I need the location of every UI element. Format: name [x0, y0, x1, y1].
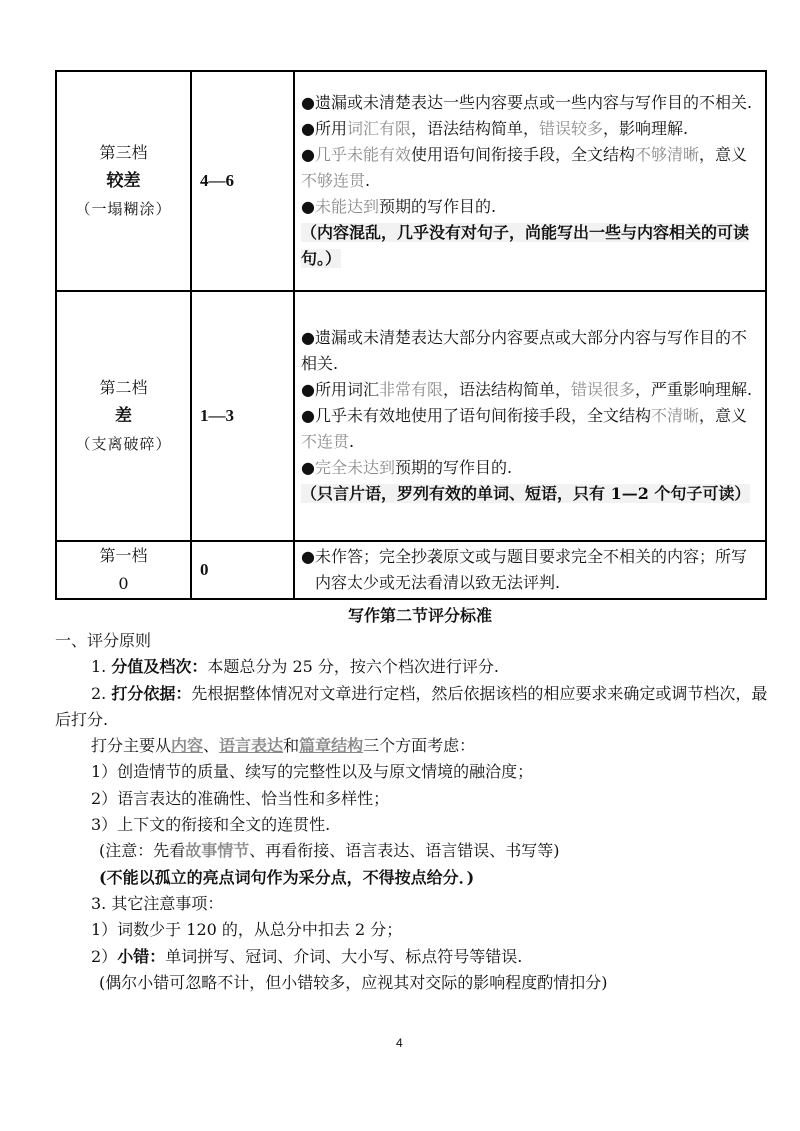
criteria-cell: [294, 541, 766, 599]
aspects-line: [55, 733, 770, 759]
note-minor-errors: [55, 944, 770, 970]
separator: 、: [203, 736, 220, 756]
summary-note: （只言片语，罗列有效的单词、短语，只有 1—2 个句子可读）: [301, 484, 751, 503]
item-text: 本题总分为 25 分，按六个档次进行评分.: [207, 657, 499, 677]
other-notes-heading: 3. 其它注意事项：: [91, 893, 224, 913]
criteria-text: .: [349, 432, 355, 451]
grade-level: 较差: [106, 171, 141, 191]
highlighted-phrase: 错误很多: [571, 380, 636, 399]
criteria-bullet: [301, 194, 761, 220]
grade-subtitle: （支离破碎）: [75, 435, 172, 453]
summary-note: （内容混乱，几乎没有对句子，尚能写出一些与内容相关的可读句。）: [301, 223, 750, 268]
grade-subtitle: 0: [118, 574, 129, 593]
grade-subtitle: （一塌糊涂）: [75, 200, 172, 218]
attention-pre: (注意：先看: [99, 841, 186, 861]
criteria-text: ，严重影响理解.: [635, 380, 753, 399]
note-occasional-errors: (偶尔小错可忽略不计，但小错较多，应视其对交际的影响程度酌情扣分): [99, 972, 608, 992]
warning-line: (不能以孤立的亮点词句作为采分点，不得按点给分．): [99, 867, 475, 887]
summary-note-line: [301, 220, 761, 272]
item-text: 先根据整体情况对文章进行定档，然后依据该档的相应要求来确定或调节档次，最后打分.: [55, 683, 768, 729]
grade-cell: [56, 71, 191, 291]
item-number: 2.: [91, 683, 112, 703]
grade-name: 第二档: [99, 378, 148, 397]
aspect-content: 内容: [171, 736, 204, 756]
grade-name: 第三档: [99, 143, 148, 162]
criteria-text: ●遗漏或未清楚表达一些内容要点或一些内容与写作目的不相关.: [301, 93, 753, 112]
grade-cell: [56, 541, 191, 599]
highlighted-phrase: 词汇有限: [346, 119, 411, 138]
criteria-cell: [294, 71, 766, 291]
criteria-text: ●几乎未有效地使用了语句间衔接手段，全文结构: [301, 406, 651, 425]
score-range: 1—3: [191, 291, 294, 541]
highlighted-phrase: 不够清晰: [635, 145, 700, 164]
item-label: 分值及档次：: [111, 657, 208, 677]
page-number: 4: [396, 1036, 403, 1050]
item-scoring-basis: [55, 681, 770, 734]
criteria-text: .: [365, 171, 371, 190]
criteria-text: ●: [301, 145, 315, 164]
criteria-text: 使用语句间衔接手段，全文结构: [410, 145, 635, 164]
highlighted-phrase: 未能达到: [314, 197, 379, 216]
table-row: [56, 71, 766, 291]
highlighted-phrase: 不连贯: [301, 432, 350, 451]
highlighted-phrase: 不够连贯: [301, 171, 366, 190]
criteria-cell: [294, 291, 766, 541]
aspect-language: 语言表达: [219, 736, 284, 756]
separator: 和: [283, 736, 300, 756]
attention-post: 、再看衔接、语言表达、语言错误、书写等): [249, 841, 560, 861]
criteria-text: ，意义: [698, 406, 747, 425]
item-number: 2）: [91, 946, 118, 966]
highlighted-phrase: 错误较多: [539, 119, 604, 138]
criteria-bullet: [301, 142, 761, 194]
criteria-bullet: [301, 90, 761, 116]
criteria-text: ●所用: [301, 119, 347, 138]
attention-highlight: 故事情节: [185, 841, 250, 861]
score-range: 0: [191, 541, 294, 599]
scoring-table: [55, 70, 767, 600]
criteria-bullet: [301, 377, 761, 403]
aspects-post: 三个方面考虑：: [363, 736, 476, 756]
criterion-1: 1）创造情节的质量、续写的完整性以及与原文情境的融洽度；: [91, 762, 534, 782]
criteria-text: ●: [301, 197, 315, 216]
attention-line: [55, 838, 770, 864]
table-row: [56, 541, 766, 599]
criteria-text: ●遗漏或未清楚表达大部分内容要点或大部分内容与写作目的不相关.: [301, 328, 747, 373]
criteria-text: ●所用词汇: [301, 380, 379, 399]
score-range: 4—6: [191, 71, 294, 291]
item-number: 1.: [91, 657, 112, 677]
criteria-text: 预期的写作目的.: [378, 197, 497, 216]
criteria-bullet: [301, 325, 761, 377]
highlighted-phrase: 完全未达到: [314, 458, 395, 477]
item-score-levels: [55, 654, 770, 680]
criteria-bullet: [301, 544, 761, 596]
criterion-2: 2）语言表达的准确性、恰当性和多样性；: [91, 788, 390, 808]
grade-name: 第一档: [99, 546, 148, 565]
item-label: 小错：: [117, 946, 166, 966]
aspect-structure: 篇章结构: [299, 736, 364, 756]
criteria-text: 预期的写作目的.: [394, 458, 513, 477]
criteria-text: ●未作答；完全抄袭原文或与题目要求完全不相关的内容；所写内容太少或无法看清以致无法评判.: [301, 547, 747, 592]
heading-principles: 一、评分原则: [55, 631, 152, 650]
item-label: 打分依据：: [111, 683, 192, 703]
highlighted-phrase: 不清晰: [650, 406, 699, 425]
summary-note-line: [301, 481, 761, 507]
criteria-bullet: [301, 455, 761, 481]
aspects-pre: 打分主要从: [91, 736, 172, 756]
highlighted-phrase: 非常有限: [378, 380, 443, 399]
criteria-text: ，语法结构简单，: [442, 380, 571, 399]
criteria-text: ，影响理解.: [603, 119, 689, 138]
criteria-text: ●: [301, 458, 315, 477]
table-row: [56, 291, 766, 541]
criterion-3: 3）上下文的衔接和全文的连贯性.: [91, 815, 331, 835]
grade-level: 差: [115, 406, 132, 426]
criteria-bullet: [301, 116, 761, 142]
item-text: 单词拼写、冠词、介词、大小写、标点符号等错误.: [165, 946, 523, 966]
scoring-principles: [55, 628, 770, 996]
criteria-text: ，语法结构简单，: [410, 119, 539, 138]
section-title: 写作第二节评分标准: [347, 606, 492, 625]
criteria-text: ，意义: [699, 145, 748, 164]
note-word-count: 1）词数少于 120 的，从总分中扣去 2 分；: [91, 920, 403, 940]
highlighted-phrase: 几乎未能有效: [314, 145, 411, 164]
grade-cell: [56, 291, 191, 541]
criteria-bullet: [301, 403, 761, 455]
